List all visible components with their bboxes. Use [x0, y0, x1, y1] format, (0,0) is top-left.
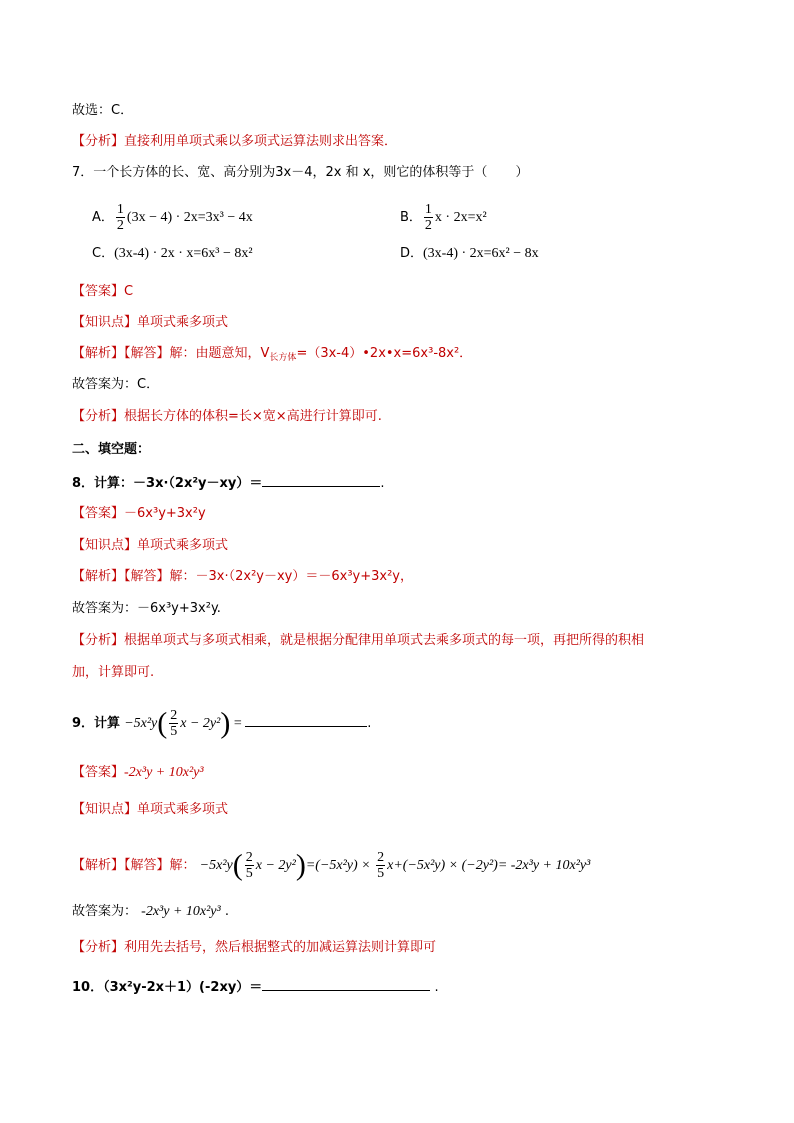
final-text: 故答案为：－6x³y+3x²y. — [72, 601, 221, 616]
q9-answer — [72, 764, 204, 782]
q8-stem: 8．计算：－3x·（2x²y－xy）＝ . — [72, 472, 385, 493]
q9-knowledge — [72, 801, 228, 819]
knowledge-text: 单项式乘多项式 — [137, 802, 229, 817]
q8-analysis — [72, 632, 644, 650]
q8-analysis-cont — [72, 664, 154, 682]
sol-expr-inner: x − 2y² — [255, 858, 296, 873]
solution-tag: 【解析】【解答】 — [72, 858, 170, 873]
knowledge-tag: 【知识点】 — [72, 802, 138, 817]
solution-tag: 【解析】【解答】 — [72, 346, 170, 361]
q8-solution — [72, 568, 413, 586]
final-expr: -2x³y + 10x²y³ — [141, 904, 221, 919]
fraction: $\frac{1}{2}$ — [116, 202, 124, 233]
analysis-text-cont: 加，计算即可. — [72, 665, 155, 680]
fraction: $\frac{2}{5}$ — [245, 850, 253, 881]
q9-solution: 【解析】【解答】解： −5x²y( $\frac{2}{5}$ x − 2y²)=(−5x²y) × $\frac{2}{5}$ x+(−5x²y) × (−2y²)= -2x³y + 10x²y³ — [72, 848, 591, 882]
analysis-line — [72, 133, 397, 151]
q7-knowledge — [72, 314, 228, 332]
q7-option-d — [400, 245, 539, 263]
fraction: $\frac{2}{5}$ — [377, 850, 385, 881]
sol-expr-p1: =(−5x²y) × — [305, 858, 375, 873]
section-heading — [72, 441, 150, 459]
q9-expr-left: −5x²y — [124, 716, 158, 731]
answer-tag: 【答案】 — [72, 284, 125, 299]
q8-knowledge — [72, 537, 228, 555]
option-expr: (3x − 4) · 2x=3x³ − 4x — [126, 210, 253, 225]
sol-expr-p2: x+(−5x²y) × (−2y²)= -2x³y + 10x²y³ — [387, 858, 591, 873]
answer-tag: 【答案】 — [72, 506, 125, 521]
select-text: 故选：C． — [72, 103, 134, 118]
option-label: B． — [400, 210, 422, 225]
answer-value: -2x³y + 10x²y³ — [124, 765, 204, 780]
analysis-text: 根据单项式与多项式相乘，就是根据分配律用单项式去乘多项式的每一项，再把所得的积相 — [124, 633, 645, 648]
fraction: $\frac{1}{2}$ — [424, 202, 432, 233]
solution-tag: 【解析】【解答】 — [72, 569, 170, 584]
knowledge-tag: 【知识点】 — [72, 315, 138, 330]
q9-stem: 9．计算 −5x²y( $\frac{2}{5}$ x − 2y²) = . — [72, 706, 372, 740]
option-label: C． — [92, 246, 115, 261]
q7-analysis — [72, 408, 382, 426]
q8-stem-text: 8．计算：－3x·（2x²y－xy）＝ — [72, 476, 263, 491]
answer-value: －6x³y+3x²y — [124, 506, 206, 521]
q9-expr-inner: x − 2y² — [180, 716, 221, 731]
analysis-tag: 【分析】 — [72, 409, 125, 424]
q10-stem: 10．（3x²y-2x＋1）(-2xy）＝ . — [72, 976, 439, 997]
fraction: $\frac{2}{5}$ — [170, 708, 178, 739]
q9-final: 故答案为： -2x³y + 10x²y³ . — [72, 904, 229, 919]
q7-option-a — [92, 202, 253, 233]
q7-solution — [72, 345, 472, 363]
answer-blank[interactable] — [245, 712, 367, 727]
analysis-text: 利用先去括号，然后根据整式的加减运算法则计算即可 — [124, 940, 437, 955]
q7-option-b — [400, 202, 487, 233]
final-lead: 故答案为： — [72, 904, 138, 919]
option-label: D． — [400, 246, 424, 261]
solution-lead: 解：由题意知，V — [169, 346, 270, 361]
solution-rest: =（3x-4）•2x•x=6x³-8x²． — [296, 346, 473, 361]
option-expr: x · 2x=x² — [434, 210, 487, 225]
q8-answer — [72, 505, 206, 523]
analysis-tag: 【分析】 — [72, 633, 125, 648]
q7-stem-text: 7．一个长方体的长、宽、高分别为3x－4，2x 和 x，则它的体积等于（ — [72, 165, 488, 180]
analysis-text: 根据长方体的体积=长×宽×高进行计算即可. — [124, 409, 382, 424]
q7-option-c — [92, 245, 253, 263]
solution-sub: 长方体 — [269, 353, 297, 363]
q9-label: 9．计算 — [72, 716, 121, 731]
answer-blank[interactable] — [262, 976, 430, 991]
answer-blank[interactable] — [262, 472, 380, 487]
knowledge-tag: 【知识点】 — [72, 538, 138, 553]
analysis-tag: 【分析】 — [72, 134, 125, 149]
sol-expr-left: −5x²y — [199, 858, 233, 873]
answer-value: C — [124, 284, 134, 299]
q7-answer — [72, 283, 133, 301]
q8-final — [72, 600, 221, 618]
final-text: 故答案为：C． — [72, 377, 160, 392]
q7-final — [72, 376, 159, 394]
solution-lead: 解： — [169, 858, 196, 873]
knowledge-text: 单项式乘多项式 — [137, 315, 229, 330]
answer-tag: 【答案】 — [72, 765, 125, 780]
q10-stem-text: 10．（3x²y-2x＋1）(-2xy）＝ — [72, 980, 263, 995]
option-label: A． — [92, 210, 114, 225]
analysis-tag: 【分析】 — [72, 940, 125, 955]
option-expr: (3x-4) · 2x=6x² − 8x — [423, 246, 539, 261]
option-expr: (3x-4) · 2x · x=6x³ − 8x² — [114, 246, 253, 261]
q9-analysis — [72, 939, 436, 957]
q7-stem — [72, 164, 528, 182]
analysis-text: 直接利用单项式乘以多项式运算法则求出答案． — [124, 134, 398, 149]
q7-stem-close: ） — [515, 165, 529, 180]
section-title: 二、填空题： — [72, 442, 151, 457]
knowledge-text: 单项式乘多项式 — [137, 538, 229, 553]
solution-text: 解：－3x·（2x²y－xy）＝－6x³y+3x²y， — [169, 569, 413, 584]
select-line — [72, 102, 133, 120]
